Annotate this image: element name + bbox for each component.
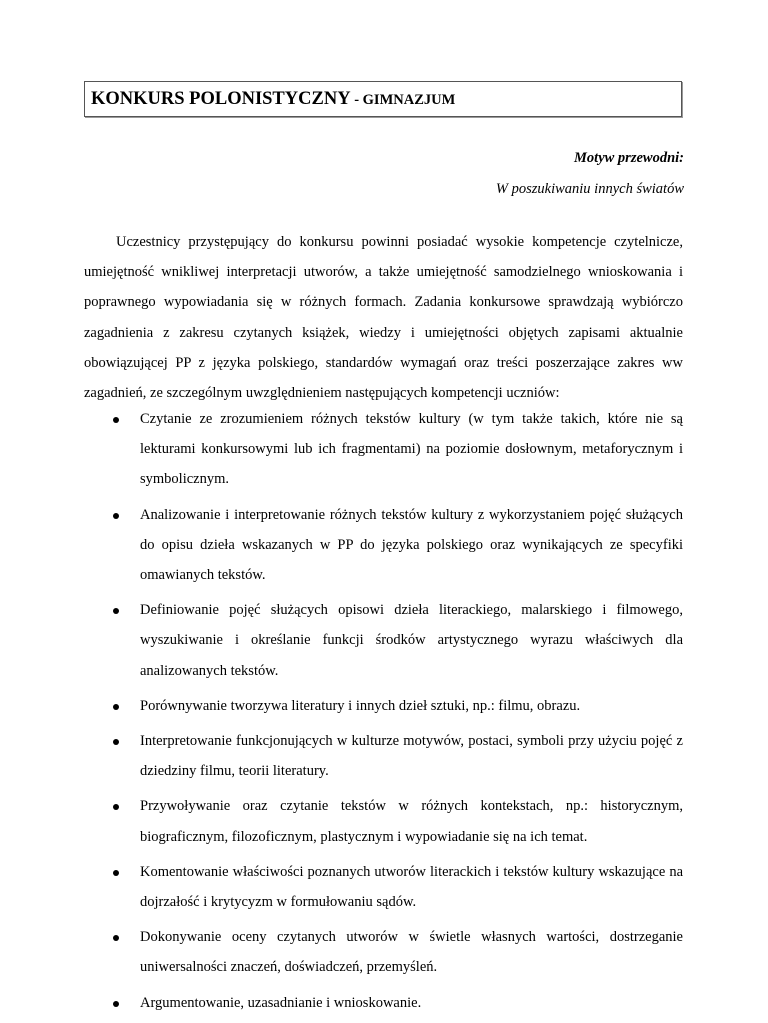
- motto-text: W poszukiwaniu innych światów: [495, 181, 684, 197]
- competency-list: [84, 404, 683, 1023]
- list-item-text: Przywoływanie oraz czytanie tekstów w różnych kontekstach, np.: historycznym, biograficznym, filozoficznym, plastycznym i wypowiadanie się na ich temat.: [140, 798, 683, 845]
- title-box: [84, 81, 682, 117]
- list-item-text: Argumentowanie, uzasadnianie i wnioskowanie.: [140, 994, 422, 1011]
- list-item: [84, 857, 683, 917]
- list-item: [84, 691, 683, 721]
- list-item: [84, 595, 683, 686]
- list-item-text: Dokonywanie oceny czytanych utworów w świetle własnych wartości, dostrzeganie uniwersalności znaczeń, doświadczeń, przemyśleń.: [140, 929, 683, 976]
- list-item: [84, 791, 683, 851]
- bullet-icon: [113, 804, 119, 810]
- bullet-icon: [113, 704, 119, 710]
- list-item: [84, 988, 683, 1018]
- bullet-icon: [113, 739, 119, 745]
- bullet-icon: [113, 870, 119, 876]
- bullet-icon: [113, 1001, 119, 1007]
- list-item: [84, 726, 683, 786]
- bullet-icon: [113, 608, 119, 614]
- list-item-text: Czytanie ze zrozumieniem różnych tekstów kultury (w tym także takich, które nie są lekturami konkursowymi lub ich fragmentami) na poziomie dosłownym, metaforycznym i symbolicznym.: [140, 411, 683, 488]
- title-subtitle: - GIMNAZJUM: [350, 92, 456, 108]
- list-item-text: Porównywanie tworzywa literatury i innych dzieł sztuki, np.: filmu, obrazu.: [140, 697, 581, 714]
- intro-paragraph: Uczestnicy przystępujący do konkursu powinni posiadać wysokie kompetencje czytelnicze, umiejętność wnikliwej interpretacji utworów, a także umiejętność samodzielnego wnioskowania i poprawnego wypowiadania się w różnych formach. Zadania konkursowe sprawdzają wybiórczo zagadnienia z zakresu czytanych książek, wiedzy i umiejętności objętych zapisami aktualnie obowiązującej PP z języka polskiego, standardów wymagań oraz treści poszerzające zakres ww zagadnień, ze szczególnym uwzględnieniem następujących kompetencji uczniów:: [84, 234, 683, 402]
- document-title: [91, 89, 455, 110]
- list-item-text: Definiowanie pojęć służących opisowi dzieła literackiego, malarskiego i filmowego, wyszukiwanie i określanie funkcji środków artystycznego wyrazu właściwych dla analizowanych tekstów.: [140, 602, 683, 679]
- list-item: [84, 404, 683, 495]
- list-item: [84, 922, 683, 982]
- title-text: KONKURS POLONISTYCZNY: [91, 89, 351, 109]
- list-item-text: Analizowanie i interpretowanie różnych tekstów kultury z wykorzystaniem pojęć służących do opisu dzieła wskazanych w PP do języka polskiego oraz wynikających ze specyfiki omawianych tekstów.: [140, 506, 683, 584]
- bullet-icon: [113, 935, 119, 941]
- bullet-icon: [113, 513, 119, 519]
- motto-label: Motyw przewodni:: [574, 150, 684, 166]
- bullet-icon: [113, 417, 119, 423]
- list-item-text: Komentowanie właściwości poznanych utworów literackich i tekstów kultury wskazujące na dojrzałość i krytycyzm w formułowaniu sądów.: [140, 863, 683, 911]
- list-item-text: Interpretowanie funkcjonujących w kulturze motywów, postaci, symboli przy użyciu pojęć z dziedziny filmu, teorii literatury.: [140, 733, 683, 780]
- list-item: [84, 500, 683, 591]
